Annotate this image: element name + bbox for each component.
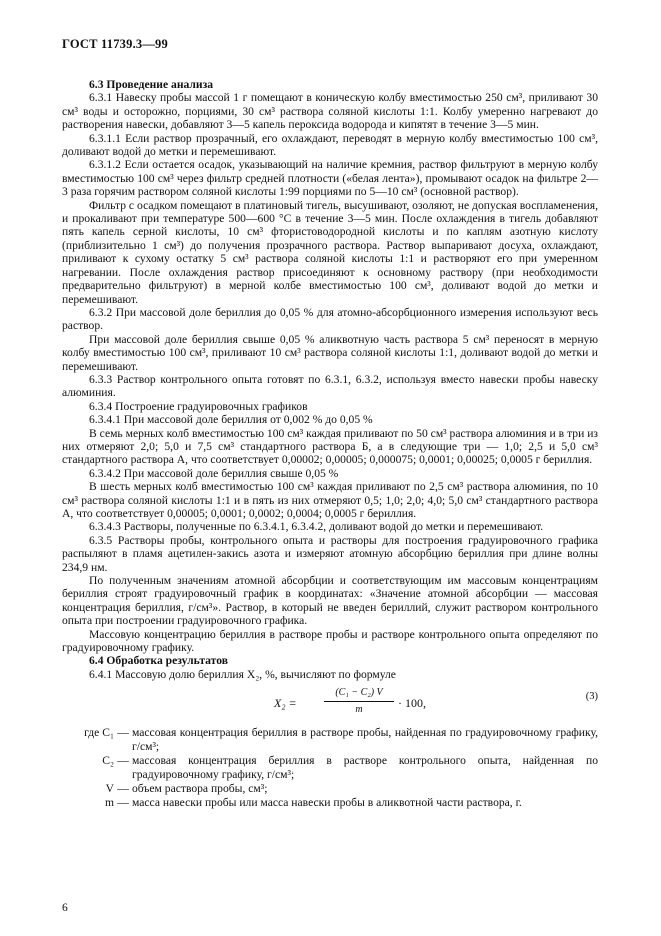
definition-symbol: m [104,796,114,810]
definition-row [62,796,598,809]
section-heading: 6.4 Обработка результатов [89,654,228,668]
paragraph: 6.3.3 Раствор контрольного опыта готовят по 6.3.1, 6.3.2, используя вместо навески пробы навеску алюминия. [62,372,598,400]
paragraph: 6.3.2 При массовой доле бериллия до 0,05 % для атомно-абсорбционного измерения используют весь раствор. [62,305,598,333]
definition-dash: — [117,726,129,740]
paragraph: 6.3.1 Навеску пробы массой 1 г помещают в коническую колбу вместимостью 250 см³, приливают 30 см³ воды и осторожно, порциями, 30 см³ раствора соляной кислоты 1:1. Колбу умеренно нагревают до растворения навески, добавляют 3—5 капель пероксида водорода и кипятят в течение 3—5 мин. [62,91,598,132]
definition-symbol: V [105,781,114,795]
definition-dash: — [117,754,129,768]
definition-symbol: C₂ [102,754,114,768]
paragraph: 6.3.1.2 Если остается осадок, указывающий на наличие кремния, раствор фильтруют в мерную колбу вместимостью 100 см³ через фильтр средней плотности («белая лента»), промывают осадок на фильтре 2—3 раза горячим раствором соляной кислоты 1:99 порциями по 5—10 см³ (основной раствор). [62,158,598,199]
standard-header: ГОСТ 11739.3—99 [62,37,168,51]
paragraph-list [62,78,598,681]
paragraph: 6.3.4.3 Растворы, полученные по 6.3.4.1, 6.3.4.2, доливают водой до метки и перемешивают. [89,520,544,534]
paragraph: 6.3.5 Растворы пробы, контрольного опыта и растворы для построения градуировочного графика распыляют в пламя ацетилен-закись азота и измеряют атомную абсорбцию бериллия при длине волны 234,9 нм. [62,533,598,574]
definition-dash: — [117,781,129,795]
paragraph: 6.3.1.1 Если раствор прозрачный, его охлаждают, переводят в мерную колбу вместимостью 100 см³, доливают водой до метки и перемешивают. [62,131,598,159]
paragraph: 6.3.4 Построение градуировочных графиков [89,399,308,413]
paragraph: 6.4.1 Массовую долю бериллия X₂, %, вычисляют по формуле [89,667,396,681]
definition-text: масса навески пробы или масса навески пробы в аликвотной части раствора, г. [132,796,522,810]
formula-rhs: · 100, [398,696,426,711]
formula-3 [62,684,598,724]
definition-row [62,782,598,795]
formula-denominator: m [355,703,363,715]
section-heading: 6.3 Проведение анализа [89,78,214,91]
paragraph: Фильтр с осадком помещают в платиновый тигель, высушивают, озоляют, не допуская воспламенения, и прокаливают при температуре 500—600 °С в течение 3—5 мин. После охлаждения в тигель добавляют пять капель серной кислоты, 10 см³ фтористоводородной кислоты и по каплям азотную кислоту (приблизительно 1 см³) до получения прозрачного раствора. Раствор выпаривают досуха, охлаждают, приливают к сухому остатку 5 см³ раствора соляной кислоты 1:1 и растворяют его при умеренном нагревании. После охлаждения раствор присоединяют к основному раствору (при необходимости предварительно фильтруют) в мерной колбе вместимостью 100 см³, доливают водой до метки и перемешивают. [62,198,598,306]
formula-lhs: X₂ = [274,696,297,711]
paragraph: 6.3.4.2 При массовой доле бериллия свыше 0,05 % [89,466,339,480]
definitions-list [62,726,598,809]
page-number: 6 [62,902,68,914]
paragraph: В семь мерных колб вместимостью 100 см³ каждая приливают по 50 см³ раствора алюминия и в три из них отмеряют 2,0; 5,0 и 7,5 см³ стандартного раствора Б, а в следующие три — 1,0; 2,5 и 5,0 см³ стандартного раствора А, что соответствует 0,00002; 0,00005; 0,000075; 0,0001; 0,00025; 0,0005 г бериллия. [62,426,598,467]
paragraph: Массовую концентрацию бериллия в растворе пробы и растворе контрольного опыта определяют по градуировочному графику. [62,627,598,655]
formula-fraction [324,686,394,716]
definition-text: массовая концентрация бериллия в растворе контрольного опыта, найденная по градуировочному графику, г/см³; [132,754,598,781]
definition-row [62,754,598,781]
paragraph: В шесть мерных колб вместимостью 100 см³ каждая приливают по 2,5 см³ раствора алюминия, по 10 см³ раствора соляной кислоты 1:1 и в пять из них отмеряют 0,5; 1,0; 2,0; 4,0; 5,0 см³ стандартного раствора А, что соответствует 0,00005; 0,0001; 0,0002; 0,0004; 0,0005 г бериллия. [62,480,598,520]
definition-symbol: где C₁ [84,726,114,740]
definition-text: объем раствора пробы, см³; [132,781,268,795]
document-body [62,78,598,811]
paragraph: 6.3.4.1 При массовой доле бериллия от 0,002 % до 0,05 % [89,413,373,427]
definition-dash: — [117,796,129,810]
definition-text: массовая концентрация бериллия в растворе пробы, найденная по градуировочному графику, г/см³; [132,726,598,753]
definition-row [62,726,598,753]
paragraph: При массовой доле бериллия свыше 0,05 % аликвотную часть раствора 5 см³ переносят в мерную колбу вместимостью 100 см³, приливают 10 см³ раствора соляной кислоты 1:1, доливают водой до метки и перемешивают. [62,332,598,373]
formula-number: (3) [585,691,598,703]
formula-numerator: (C₁ − C₂) V [324,686,394,701]
paragraph: По полученным значениям атомной абсорбции и соответствующим им массовым концентрациям бериллия строят градуировочный график в координатах: «Значение атомной абсорбции — массовая концентрация бериллия, г/см³». Раствор, в который не введен бериллий, служит раствором контрольного опыта при построении градуировочного графика. [62,574,598,628]
